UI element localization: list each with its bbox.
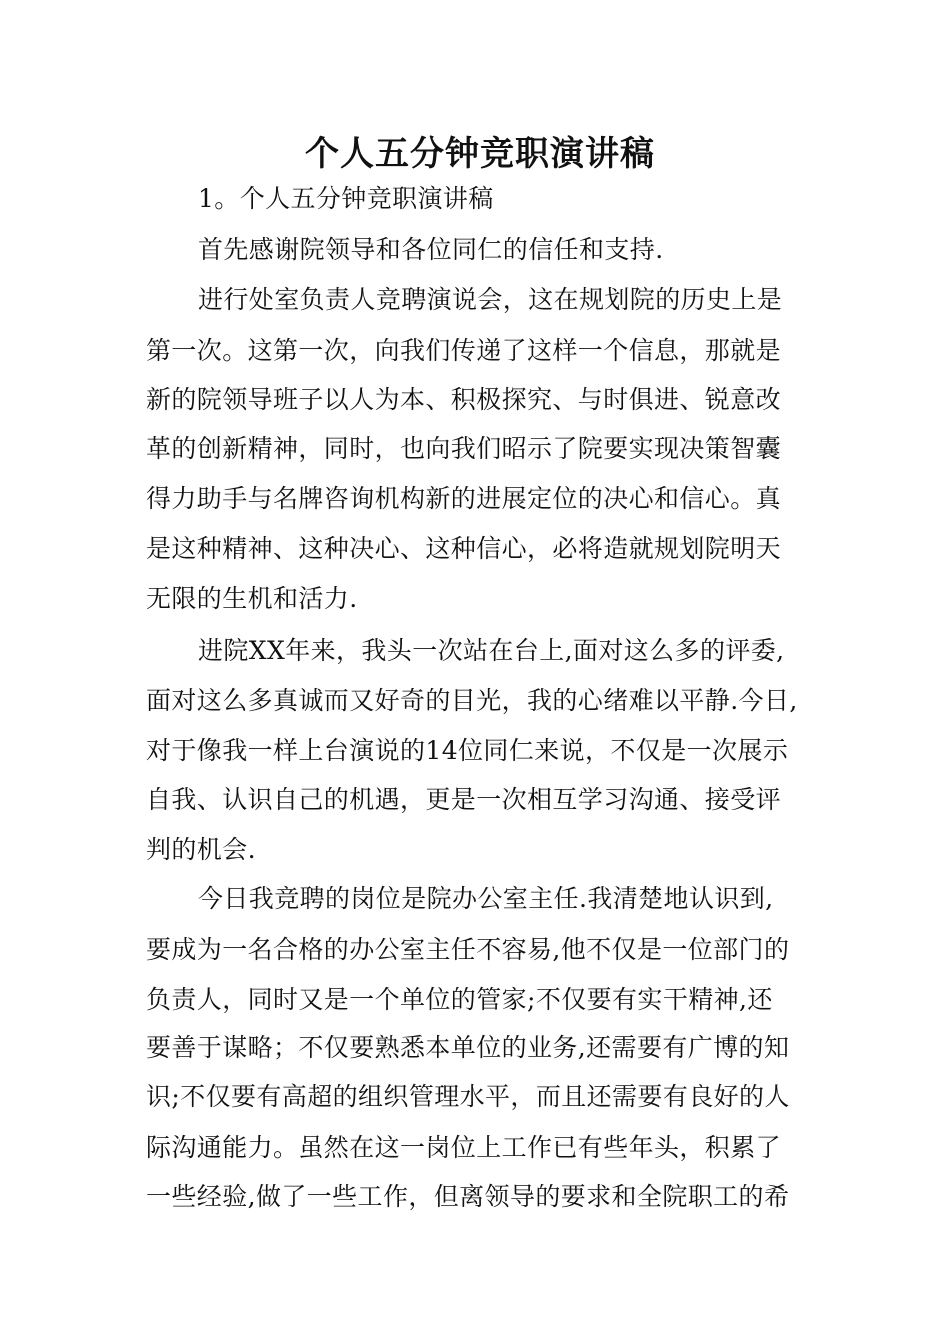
text-line: 今日我竞聘的岗位是院办公室主任.我清楚地认识到,: [198, 884, 774, 913]
text-line: 际沟通能力。虽然在这一岗位上工作已有些年头，积累了: [146, 1133, 782, 1162]
text-line: 进院XX年来，我头一次站在台上,面对这么多的评委,: [198, 636, 785, 665]
text-line: 一些经验,做了一些工作，但离领导的要求和全院职工的希: [146, 1182, 790, 1211]
text-line: 无限的生机和活力.: [146, 584, 358, 613]
text-line: 识;不仅要有高超的组织管理水平，而且还需要有良好的人: [146, 1082, 790, 1111]
text-line: 对于像我一样上台演说的14位同仁来说，不仅是一次展示: [146, 736, 789, 765]
text-line: 是这种精神、这种决心、这种信心，必将造就规划院明天: [146, 534, 782, 563]
text-line: 要善于谋略；不仅要熟悉本单位的业务,还需要有广博的知: [146, 1033, 790, 1062]
text-line: 新的院领导班子以人为本、积极探究、与时俱进、锐意改: [146, 385, 782, 414]
document-title: 个人五分钟竞职演讲稿: [305, 134, 655, 174]
text-line: 面对这么多真诚而又好奇的目光，我的心绪难以平静.今日,: [146, 686, 798, 715]
text-line: 自我、认识自己的机遇，更是一次相互学习沟通、接受评: [146, 785, 782, 814]
text-line: 判的机会.: [146, 835, 256, 864]
text-line: 首先感谢院领导和各位同仁的信任和支持.: [198, 235, 664, 264]
text-line: 进行处室负责人竞聘演说会，这在规划院的历史上是: [198, 285, 783, 314]
text-line: 1。个人五分钟竞职演讲稿: [198, 184, 494, 213]
text-line: 负责人，同时又是一个单位的管家;不仅要有实干精神,还: [146, 985, 773, 1014]
text-line: 革的创新精神，同时，也向我们昭示了院要实现决策智囊: [146, 434, 782, 463]
text-line: 第一次。这第一次，向我们传递了这样一个信息，那就是: [146, 336, 782, 365]
text-line: 得力助手与名牌咨询机构新的进展定位的决心和信心。真: [146, 484, 782, 513]
text-line: 要成为一名合格的办公室主任不容易,他不仅是一位部门的: [146, 935, 790, 964]
